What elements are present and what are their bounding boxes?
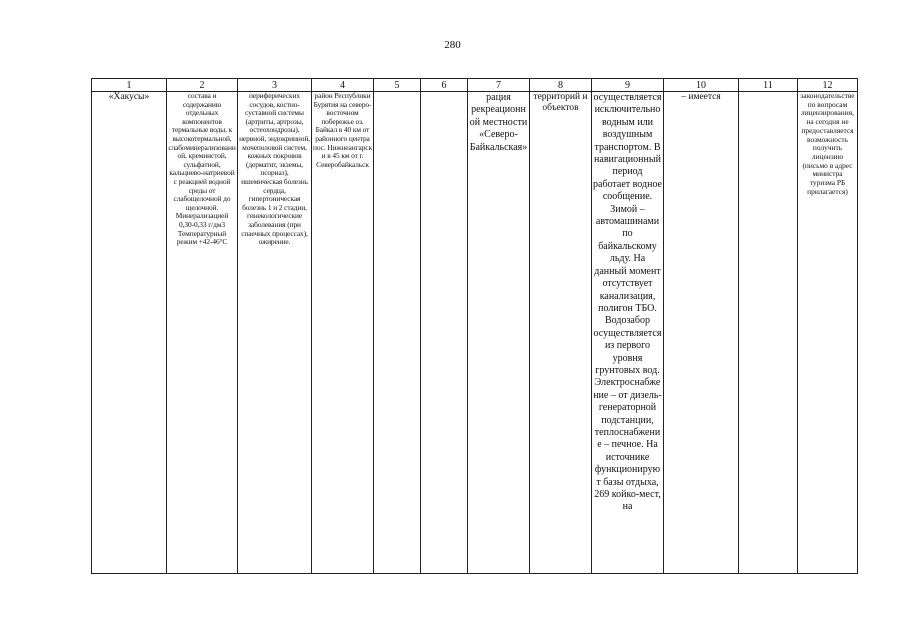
- cell-medical-indications: периферических сосудов, костно-суставной системы (артриты, артрозы, остеохондрозы), нервной, эндокринной, мочеполовой систем, кожных покровов (дерматит, экземы, псориаз), ишемическая болезнь сердца, гипертоническая болезнь 1 и 2 стадии, гинекологические заболевания (при спаечных процессах), ожирение.: [238, 92, 312, 574]
- cell-location: район Республики Бурятия на северо-восточном побережье оз. Байкал в 40 км от районного центра пос. Нижнеангарск и в 45 км от г. Северобайкальск: [312, 92, 374, 574]
- cell-recreation-area: рация рекреационной местности «Северо-Байкальская»: [468, 92, 530, 574]
- header-col-9: 9: [592, 79, 664, 92]
- cell-availability: – имеется: [664, 92, 739, 574]
- header-col-3: 3: [238, 79, 312, 92]
- cell-territories: территорий и объектов: [530, 92, 592, 574]
- cell-infrastructure: осуществляется исключительно водным или воздушным транспортом. В навигационный период работает водное сообщение. Зимой – автомашинами по байкальскому льду. На данный момент отсутствует канализация, полигон ТБО. Водозабор осуществляется из первого уровня грунтовых вод. Электроснабжение – от дизель-генераторной подстанции, теплоснабжение – печное. На источнике функционируют базы отдыха, 269 койко-мест, на: [592, 92, 664, 574]
- header-col-4: 4: [312, 79, 374, 92]
- header-col-1: 1: [92, 79, 167, 92]
- cell-col-11: [739, 92, 798, 574]
- header-col-5: 5: [374, 79, 421, 92]
- header-row: [92, 79, 858, 92]
- cell-source-name: «Хакусы»: [92, 92, 167, 574]
- header-col-11: 11: [739, 79, 798, 92]
- header-col-8: 8: [530, 79, 592, 92]
- cell-licensing-note: законодательстве по вопросам лицензирования, на сегодня не предоставляется возможность получить лицензию (письмо в адрес министра туризма РБ прилагается): [798, 92, 858, 574]
- cell-col-5: [374, 92, 421, 574]
- header-col-6: 6: [421, 79, 468, 92]
- header-col-7: 7: [468, 79, 530, 92]
- header-col-2: 2: [167, 79, 238, 92]
- data-table: [91, 78, 858, 574]
- cell-water-composition: состава и содержанию отдельных компонентов термальные воды, к высокотермальной, слабоминерализованной, кремнистой, сульфатной, кальциево-натриевой с реакцией водной среды от слабощелочной до щелочной. Минерализацией 0,30-0,33 г/дм3 Температурный режим +42-46°С: [167, 92, 238, 574]
- table-row: [92, 92, 858, 574]
- page-number: 280: [444, 39, 461, 51]
- header-col-12: 12: [798, 79, 858, 92]
- header-col-10: 10: [664, 79, 739, 92]
- cell-col-6: [421, 92, 468, 574]
